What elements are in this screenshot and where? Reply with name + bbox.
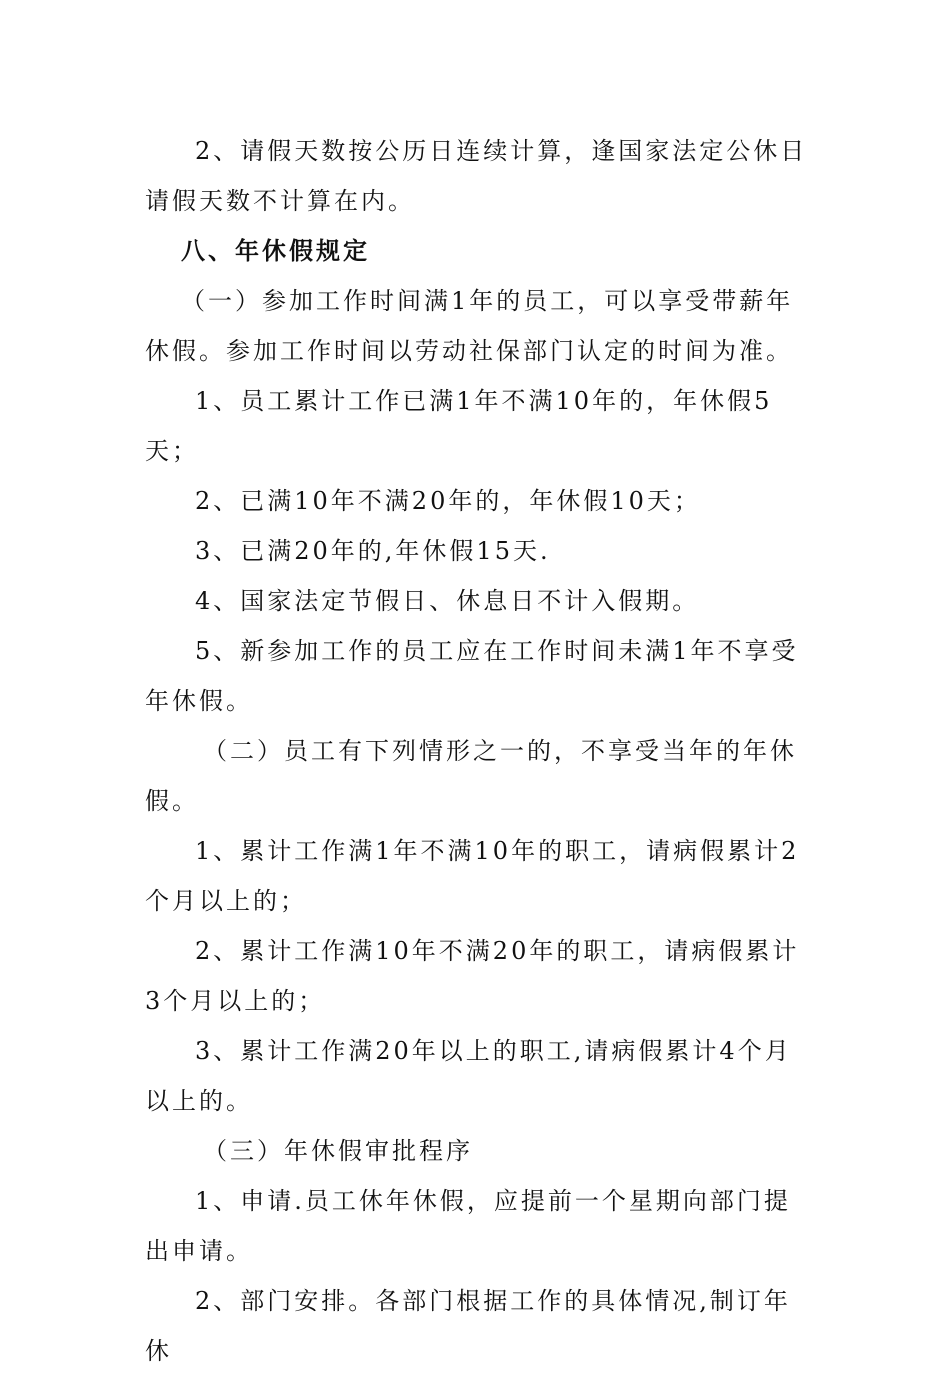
paragraph-exclusion-2: 2、累计工作满10年不满20年的职工，请病假累计3个月以上的； bbox=[145, 937, 800, 1015]
paragraph-exclusion-3: 3、累计工作满20年以上的职工,请病假累计4个月以上的。 bbox=[145, 1037, 792, 1115]
paragraph-annual-leave-eligibility: （一）参加工作时间满1年的员工，可以享受带薪年休假。参加工作时间以劳动社保部门认定的时间为准。 bbox=[145, 287, 794, 365]
paragraph-leave-rule-3: 3、已满20年的,年休假15天. bbox=[195, 537, 551, 565]
section-heading-annual-leave: 八、年休假规定 bbox=[181, 237, 370, 265]
paragraph-leave-rule-2: 2、已满10年不满20年的，年休假10天； bbox=[195, 487, 701, 515]
paragraph-leave-rule-4: 4、国家法定节假日、休息日不计入假期。 bbox=[195, 587, 700, 615]
paragraph-leave-days: 2、请假天数按公历日连续计算，逢国家法定公休日请假天数不计算在内。 bbox=[145, 137, 808, 215]
paragraph-approval-heading: （三）年休假审批程序 bbox=[203, 1137, 473, 1165]
paragraph-exclusions-heading: （二）员工有下列情形之一的，不享受当年的年休假。 bbox=[145, 737, 797, 815]
paragraph-approval-step-1: 1、申请.员工休年休假，应提前一个星期向部门提出申请。 bbox=[145, 1187, 791, 1265]
paragraph-leave-rule-1: 1、员工累计工作已满1年不满10年的，年休假5天； bbox=[145, 387, 773, 465]
paragraph-leave-rule-5: 5、新参加工作的员工应在工作时间未满1年不享受年休假。 bbox=[145, 637, 799, 715]
document-body bbox=[145, 126, 810, 1376]
paragraph-approval-step-2: 2、部门安排。各部门根据工作的具体情况,制订年休 bbox=[145, 1287, 791, 1365]
paragraph-exclusion-1: 1、累计工作满1年不满10年的职工，请病假累计2个月以上的； bbox=[145, 837, 800, 915]
